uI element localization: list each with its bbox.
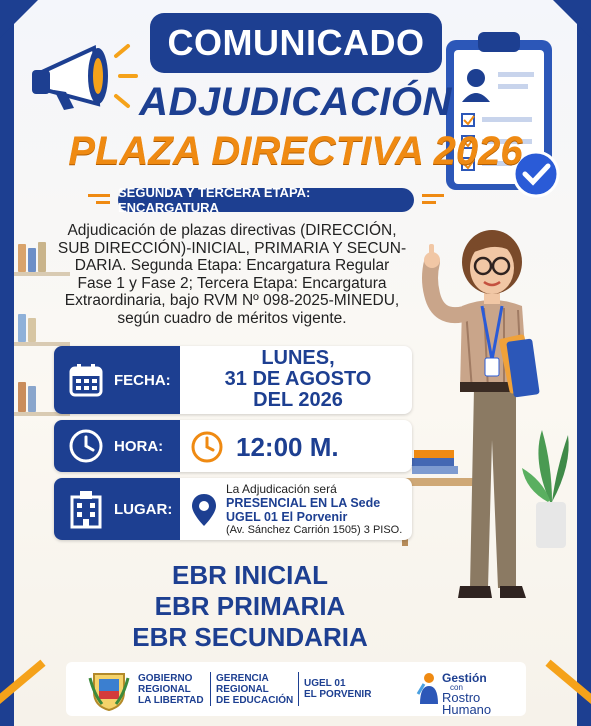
description-line: SUB DIRECCIÓN)-INICIAL, PRIMARIA Y SECUN- bbox=[57, 239, 407, 257]
education-levels bbox=[100, 560, 400, 653]
place-line: UGEL 01 El Porvenir bbox=[226, 510, 348, 524]
heading: ADJUDICACIÓN bbox=[139, 80, 452, 124]
date-label-block bbox=[54, 346, 180, 414]
subheading: PLAZA DIRECTIVA 2026 bbox=[68, 129, 523, 173]
title: COMUNICADO bbox=[167, 22, 425, 63]
description-line: DARIA. Segunda Etapa: Encargatura Regular bbox=[74, 257, 390, 275]
stage-label: SEGUNDA Y TERCERA ETAPA: ENCARGATURA bbox=[118, 185, 311, 215]
gestion-line: Gestión bbox=[442, 671, 487, 685]
time-row bbox=[54, 420, 412, 472]
place-line: (Av. Sánchez Carrión 1505) 3 PISO. bbox=[226, 524, 403, 536]
gestion-logo-icon bbox=[416, 672, 442, 706]
date-row bbox=[54, 346, 412, 414]
ger-line: GERENCIA bbox=[216, 673, 269, 684]
date-label: FECHA: bbox=[114, 371, 171, 389]
level-item: EBR INICIAL bbox=[172, 560, 328, 590]
footer-separator bbox=[210, 672, 211, 706]
date-line: LUNES, bbox=[261, 347, 335, 369]
place-label-block bbox=[54, 478, 180, 540]
calendar-icon bbox=[66, 360, 106, 400]
description bbox=[56, 222, 408, 328]
clock-icon bbox=[66, 426, 106, 466]
footer-logos bbox=[66, 662, 526, 716]
time-label-block bbox=[54, 420, 180, 472]
date-value bbox=[184, 348, 412, 411]
title-pill bbox=[150, 13, 442, 73]
level-item: EBR SECUNDARIA bbox=[132, 622, 368, 652]
description-line: Fase 1 y Fase 2; Tercera Etapa: Encargatura bbox=[77, 274, 387, 292]
stage-deco bbox=[422, 201, 436, 204]
stage-pill bbox=[118, 185, 414, 215]
description-line: Extraordinaria, bajo RVM Nº 098-2025-MINEDU, bbox=[64, 292, 400, 310]
place-label: LUGAR: bbox=[114, 500, 173, 518]
building-icon bbox=[66, 489, 106, 529]
footer-separator bbox=[298, 672, 299, 706]
location-pin-icon bbox=[190, 492, 218, 528]
coat-of-arms-icon bbox=[88, 668, 130, 712]
time-value: 12:00 M. bbox=[236, 432, 339, 462]
place-line: PRESENCIAL EN LA Sede bbox=[226, 496, 381, 510]
place-row bbox=[54, 478, 412, 540]
gestion-line: Humano bbox=[442, 702, 492, 717]
place-line: La Adjudicación será bbox=[226, 482, 337, 496]
ugel-line: EL PORVENIR bbox=[304, 689, 372, 700]
date-line: DEL 2026 bbox=[253, 389, 343, 411]
gob-line: GOBIERNO bbox=[138, 673, 193, 684]
teacher-illustration bbox=[392, 210, 582, 620]
description-line: Adjudicación de plazas directivas (DIRECCIÓN, bbox=[67, 222, 397, 239]
ger-line: REGIONAL bbox=[216, 684, 269, 695]
gestion-line: Rostro bbox=[442, 690, 481, 705]
gob-line: LA LIBERTAD bbox=[138, 695, 204, 706]
stage-deco bbox=[88, 194, 110, 197]
description-line: según cuadro de méritos vigente. bbox=[117, 309, 347, 327]
gestion-line: con bbox=[450, 683, 463, 692]
time-label: HORA: bbox=[114, 437, 164, 455]
date-line: 31 DE AGOSTO bbox=[224, 368, 372, 390]
clock-icon bbox=[190, 430, 224, 464]
ger-line: DE EDUCACIÓN bbox=[216, 695, 294, 706]
gob-line: REGIONAL bbox=[138, 684, 191, 695]
stage-deco bbox=[96, 201, 110, 204]
stage-deco bbox=[422, 194, 444, 197]
level-item: EBR PRIMARIA bbox=[154, 591, 346, 621]
ugel-line: UGEL 01 bbox=[304, 678, 346, 689]
